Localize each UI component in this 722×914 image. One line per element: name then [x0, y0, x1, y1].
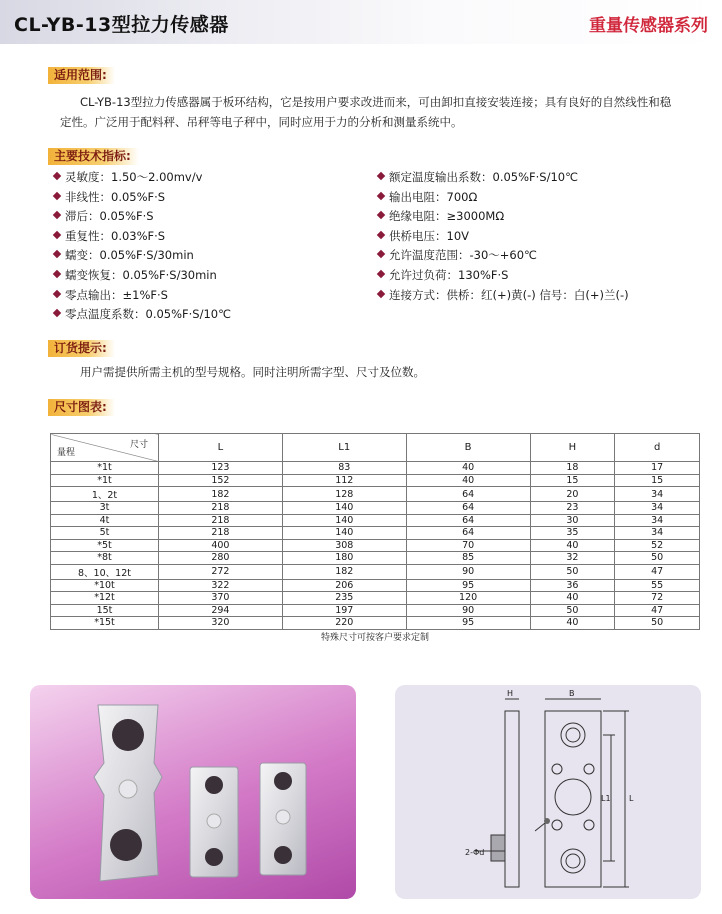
- table-cell: 23: [530, 502, 615, 515]
- table-cell: 294: [159, 604, 283, 617]
- load-cell-photo-illustration: [30, 685, 356, 899]
- column-header: B: [406, 434, 530, 462]
- table-cell: *1t: [51, 462, 159, 475]
- table-cell: 50: [615, 617, 700, 630]
- table-cell: 182: [159, 487, 283, 502]
- spec-item: [52, 305, 231, 325]
- spec-text: 蠕变恢复：0.05%F·S/30min: [65, 267, 217, 282]
- table-cell: 120: [406, 592, 530, 605]
- diamond-bullet-icon: [377, 172, 385, 180]
- spec-text: 蠕变：0.05%F·S/30min: [65, 248, 194, 263]
- diamond-bullet-icon: [377, 191, 385, 199]
- spec-item: [52, 168, 231, 188]
- diamond-bullet-icon: [377, 250, 385, 258]
- table-cell: 55: [615, 579, 700, 592]
- table-cell: 3t: [51, 502, 159, 515]
- spec-item: [376, 227, 629, 247]
- table-header-row: [51, 434, 700, 462]
- table-cell: 308: [282, 539, 406, 552]
- spec-text: 重复性：0.03%F·S: [65, 228, 166, 243]
- table-row: [51, 474, 700, 487]
- table-cell: 370: [159, 592, 283, 605]
- table-cell: 34: [615, 527, 700, 540]
- table-row: [51, 564, 700, 579]
- table-cell: 18: [530, 462, 615, 475]
- table-cell: 40: [530, 539, 615, 552]
- table-cell: 52: [615, 539, 700, 552]
- drawing-label-h: H: [507, 689, 514, 698]
- table-cell: *15t: [51, 617, 159, 630]
- table-cell: 40: [406, 474, 530, 487]
- order-text: 用户需提供所需主机的型号规格。同时注明所需字型、尺寸及位数。: [80, 365, 425, 379]
- spec-item: [376, 188, 629, 208]
- spec-text: 连接方式：供桥：红(+)黄(-) 信号：白(+)兰(-): [389, 287, 629, 302]
- table-cell: 40: [530, 617, 615, 630]
- table-row: [51, 502, 700, 515]
- table-row: [51, 462, 700, 475]
- table-cell: 320: [159, 617, 283, 630]
- table-row: [51, 579, 700, 592]
- table-cell: 15t: [51, 604, 159, 617]
- table-cell: *5t: [51, 539, 159, 552]
- spec-item: [376, 286, 629, 306]
- diamond-bullet-icon: [53, 231, 61, 239]
- table-cell: 85: [406, 552, 530, 565]
- table-cell: 5t: [51, 527, 159, 540]
- table-cell: 182: [282, 564, 406, 579]
- table-cell: 218: [159, 527, 283, 540]
- table-cell: 36: [530, 579, 615, 592]
- spec-item: [376, 168, 629, 188]
- spec-item: [52, 227, 231, 247]
- table-cell: 50: [615, 552, 700, 565]
- spec-item: [52, 286, 231, 306]
- specs-right-list: [376, 168, 629, 305]
- corner-size-label: 尺寸: [129, 440, 148, 450]
- table-cell: 34: [615, 514, 700, 527]
- drawing-label-hole: 2-Φd: [465, 848, 485, 857]
- table-cell: 15: [615, 474, 700, 487]
- table-cell: *12t: [51, 592, 159, 605]
- table-row: [51, 527, 700, 540]
- table-corner-cell: [51, 434, 159, 462]
- table-cell: 95: [406, 617, 530, 630]
- table-cell: 50: [530, 604, 615, 617]
- table-cell: 64: [406, 514, 530, 527]
- diamond-bullet-icon: [377, 211, 385, 219]
- spec-text: 允许温度范围：-30～+60℃: [389, 248, 537, 263]
- spec-text: 绝缘电阻：≥3000MΩ: [389, 209, 505, 224]
- diamond-bullet-icon: [377, 231, 385, 239]
- diamond-bullet-icon: [377, 289, 385, 297]
- table-cell: 140: [282, 514, 406, 527]
- spec-text: 允许过负荷：130%F·S: [389, 267, 509, 282]
- diamond-bullet-icon: [53, 191, 61, 199]
- table-cell: 322: [159, 579, 283, 592]
- spec-text: 灵敏度：1.50～2.00mv/v: [65, 170, 203, 184]
- dimension-drawing: [395, 685, 701, 899]
- table-cell: 47: [615, 604, 700, 617]
- page-header: [0, 0, 722, 44]
- spec-item: [52, 207, 231, 227]
- diamond-bullet-icon: [53, 270, 61, 278]
- table-cell: 140: [282, 502, 406, 515]
- spec-item: [376, 266, 629, 286]
- table-cell: 235: [282, 592, 406, 605]
- table-cell: 20: [530, 487, 615, 502]
- spec-text: 非线性：0.05%F·S: [65, 189, 166, 204]
- table-cell: 30: [530, 514, 615, 527]
- table-row: [51, 617, 700, 630]
- spec-text: 供桥电压：10V: [389, 228, 469, 243]
- diamond-bullet-icon: [53, 211, 61, 219]
- diamond-bullet-icon: [377, 270, 385, 278]
- table-cell: 95: [406, 579, 530, 592]
- table-cell: 47: [615, 564, 700, 579]
- table-cell: 34: [615, 487, 700, 502]
- drawing-label-b: B: [569, 689, 575, 698]
- table-cell: 70: [406, 539, 530, 552]
- series-name: 重量传感器系列: [589, 16, 708, 36]
- spec-text: 滞后：0.05%F·S: [65, 209, 154, 224]
- table-note: 特殊尺寸可按客户要求定制: [320, 633, 429, 644]
- section-dims-heading: 尺寸图表:: [48, 399, 115, 416]
- dimension-table: [50, 433, 700, 644]
- drawing-label-l1: L1: [601, 794, 611, 803]
- column-header: d: [615, 434, 700, 462]
- table-cell: 17: [615, 462, 700, 475]
- table-cell: 218: [159, 502, 283, 515]
- table-cell: 64: [406, 502, 530, 515]
- table-cell: 34: [615, 502, 700, 515]
- product-photo: [30, 685, 356, 899]
- spec-item: [376, 207, 629, 227]
- table-cell: 128: [282, 487, 406, 502]
- column-header: H: [530, 434, 615, 462]
- application-text: CL-YB-13型拉力传感器属于板环结构，它是按用户要求改进而来，可由卸扣直接安装连接；具有良好的自然线性和稳定性。广泛用于配料秤、吊秤等电子秤中，同时应用于力的分析和测量系统中。: [60, 95, 672, 129]
- section-application-heading: 适用范围:: [48, 67, 115, 84]
- table-cell: 35: [530, 527, 615, 540]
- table-cell: 180: [282, 552, 406, 565]
- table-cell: 206: [282, 579, 406, 592]
- specs-left-list: [52, 168, 231, 325]
- table-cell: 197: [282, 604, 406, 617]
- table-cell: 64: [406, 487, 530, 502]
- spec-item: [52, 266, 231, 286]
- technical-drawing-svg: [395, 685, 701, 899]
- table-row: [51, 592, 700, 605]
- table-cell: 90: [406, 564, 530, 579]
- spec-item: [376, 246, 629, 266]
- table-cell: 72: [615, 592, 700, 605]
- diamond-bullet-icon: [53, 250, 61, 258]
- table-row: [51, 552, 700, 565]
- table-cell: 8、10、12t: [51, 564, 159, 579]
- table-cell: *1t: [51, 474, 159, 487]
- table-cell: 32: [530, 552, 615, 565]
- page-title: CL-YB-13型拉力传感器: [14, 14, 229, 36]
- table-cell: 40: [530, 592, 615, 605]
- table-row: [51, 539, 700, 552]
- table-cell: 15: [530, 474, 615, 487]
- spec-text: 零点温度系数：0.05%F·S/10℃: [65, 307, 232, 322]
- table-cell: 123: [159, 462, 283, 475]
- column-header: L: [159, 434, 283, 462]
- table-cell: 272: [159, 564, 283, 579]
- table-cell: *8t: [51, 552, 159, 565]
- section-order-heading: 订货提示:: [48, 340, 115, 357]
- table-cell: 50: [530, 564, 615, 579]
- table-cell: 4t: [51, 514, 159, 527]
- spec-text: 零点输出：±1%F·S: [65, 287, 168, 302]
- table-cell: 64: [406, 527, 530, 540]
- spec-item: [52, 188, 231, 208]
- table-row: [51, 514, 700, 527]
- table-cell: 90: [406, 604, 530, 617]
- column-header: L1: [282, 434, 406, 462]
- drawing-label-l: L: [629, 794, 634, 803]
- table-cell: 218: [159, 514, 283, 527]
- table-cell: 1、2t: [51, 487, 159, 502]
- spec-text: 输出电阻：700Ω: [389, 189, 478, 204]
- diamond-bullet-icon: [53, 289, 61, 297]
- spec-item: [52, 246, 231, 266]
- table-cell: 40: [406, 462, 530, 475]
- diamond-bullet-icon: [53, 309, 61, 317]
- diamond-bullet-icon: [53, 172, 61, 180]
- corner-range-label: 量程: [57, 448, 76, 458]
- table-cell: 280: [159, 552, 283, 565]
- table-cell: 400: [159, 539, 283, 552]
- table-cell: *10t: [51, 579, 159, 592]
- table-cell: 112: [282, 474, 406, 487]
- table-cell: 152: [159, 474, 283, 487]
- section-specs-heading: 主要技术指标:: [48, 148, 139, 165]
- table-row: [51, 604, 700, 617]
- table-cell: 83: [282, 462, 406, 475]
- table-row: [51, 487, 700, 502]
- table-cell: 220: [282, 617, 406, 630]
- table-cell: 140: [282, 527, 406, 540]
- spec-text: 额定温度输出系数：0.05%F·S/10℃: [389, 170, 579, 184]
